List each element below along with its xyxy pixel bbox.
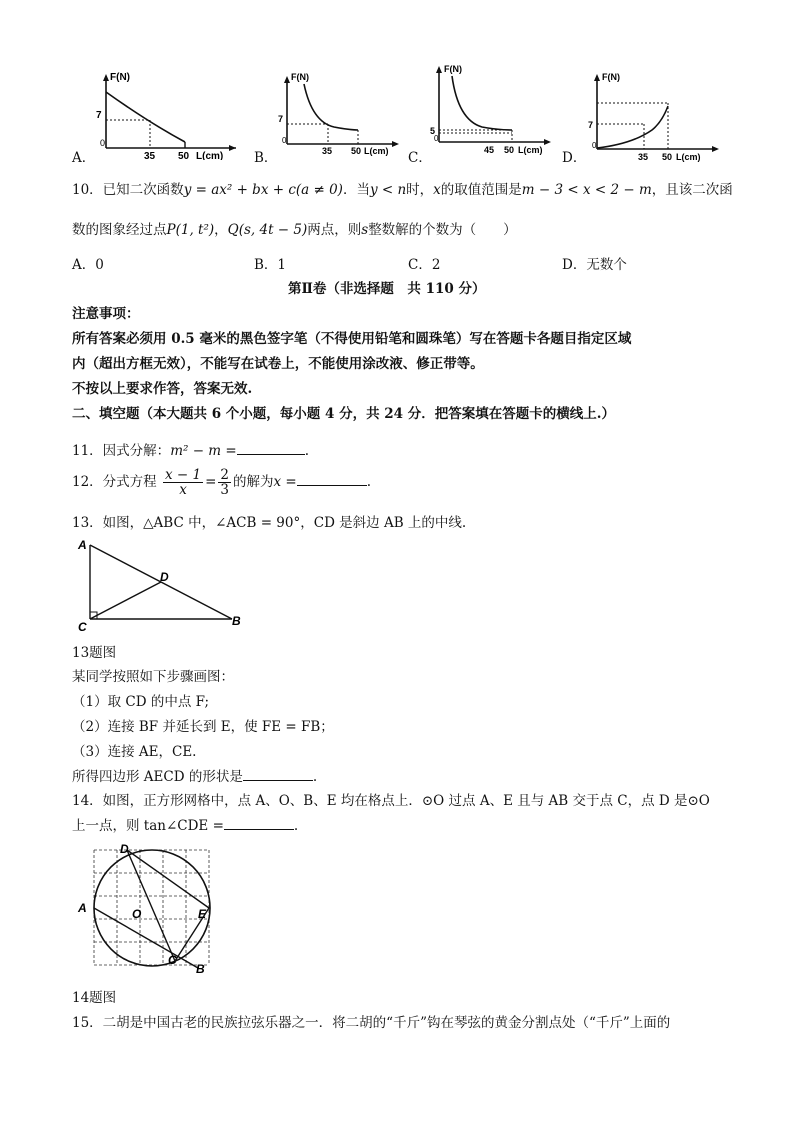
q13-text: 13．如图，△ABC 中，∠ACB = 90°，CD 是斜边 AB 上的中线. [72,515,467,531]
q11-answer-blank[interactable] [237,440,305,455]
graph-a-origin: 0 [100,138,106,148]
q14-line-2: 上一点，则 tan∠CDE = . [72,814,298,834]
q13-label-d: D [160,570,169,584]
q13-label-b: B [232,614,241,628]
q10-line1: 10．已知二次函数y = ax² + bx + c(a ≠ 0)．当y < n时，x的取值范围是m − 3 < x < 2 − m，且该二次函 [72,182,733,198]
q14-label-a: A [78,901,87,915]
q11: 11．因式分解：m² − m = . [72,439,309,459]
option-a-label: A． [72,150,96,166]
section-2-title: 第Ⅱ卷（非选择题 共 110 分） [288,281,486,297]
q13-label-c: C [78,620,87,634]
graph-d-curve [597,106,668,148]
svg-text:F(N): F(N) [602,72,620,82]
q12: 12．分式方程 $\frac{x - 1}{x}$ = $\frac{2}{3}$ 的解为x = . [72,467,372,498]
q13-step-2: （2）连接 BF 并延长到 E，使 FE = FB； [72,719,334,735]
notice-line-3: 不按以上要求作答，答案无效. [72,381,253,397]
graph-a-y-title: F(N) [110,72,130,83]
notice-title: 注意事项： [72,306,140,322]
option-c-label: C． [408,150,432,166]
q14-label-o: O [132,907,142,921]
graph-a [88,70,238,160]
svg-text:0: 0 [592,141,597,150]
graph-c-curve [452,76,512,130]
q15-line-1: 15．二胡是中国古老的民族拉弦乐器之一．将二胡的“千斤”钩在琴弦的黄金分割点处（“千斤”上面的 [72,1015,671,1031]
svg-text:L(cm): L(cm) [364,146,389,156]
graph-a-y-tick: 7 [96,110,102,121]
svg-text:50: 50 [662,152,673,162]
svg-text:7: 7 [588,120,594,130]
q14-answer-blank[interactable] [224,815,294,830]
q13-figure [72,535,252,635]
graph-a-x-tick-2: 50 [178,151,190,160]
svg-text:5: 5 [430,126,436,136]
q14-figure [72,838,222,978]
graph-b [272,70,402,156]
svg-text:L(cm): L(cm) [676,152,701,162]
notice-line-1: 所有答案必须用 0.5 毫米的黑色签字笔（不得使用铅笔和圆珠笔）写在答题卡各题目指定区域 [72,331,632,347]
svg-text:50: 50 [504,145,515,155]
graph-a-x-title: L(cm) [196,151,224,160]
q14-label-b: B [196,962,205,976]
graph-a-x-tick-1: 35 [144,151,156,160]
q13-caption: 13题图 [72,645,117,661]
q10-option-a: A．0 [72,257,104,273]
q10-formula: y = ax² + bx + c(a ≠ 0) [183,182,343,198]
q12-fraction-1: $\frac{x - 1}{x}$ [164,467,202,498]
q12-answer-blank[interactable] [297,471,367,486]
graph-b-curve [304,84,358,130]
q13-step-1: （1）取 CD 的中点 F; [72,694,210,710]
q14-label-d: D [120,842,129,856]
q10-option-b: B．1 [254,257,287,273]
svg-text:0: 0 [282,136,287,145]
part-2-heading: 二、填空题（本大题共 6 个小题，每小题 4 分，共 24 分．把答案填在答题卡的横线上.） [72,406,615,422]
svg-text:45: 45 [484,145,495,155]
svg-text:35: 35 [322,146,333,156]
q13-step-3: （3）连接 AE，CE. [72,744,197,760]
q13-question: 所得四边形 AECD 的形状是 . [72,765,317,785]
graph-d [582,70,722,162]
option-d-label: D． [562,150,587,166]
q13-label-a: A [78,538,87,552]
option-b-label: B． [254,150,278,166]
graph-c [424,62,554,156]
q14-label-c: C [168,953,177,967]
svg-text:7: 7 [278,114,284,124]
q14-label-e: E [198,907,207,921]
q13-answer-blank[interactable] [243,766,313,781]
svg-text:F(N): F(N) [291,72,309,82]
svg-text:L(cm): L(cm) [518,145,543,155]
graph-a-curve [106,92,185,142]
notice-line-2: 内（超出方框无效），不能写在试卷上，不能使用涂改液、修正带等。 [72,356,484,372]
q13-intro: 某同学按照如下步骤画图： [72,669,234,685]
svg-text:F(N): F(N) [444,64,462,74]
q12-fraction-2: $\frac{2}{3}$ [220,467,229,498]
svg-text:0: 0 [434,134,439,143]
svg-text:50: 50 [351,146,362,156]
q10-option-c: C．2 [408,257,441,273]
q10-option-d: D．无数个 [562,257,627,273]
svg-text:35: 35 [638,152,649,162]
q14-caption: 14题图 [72,990,117,1006]
q14-line-1: 14．如图，正方形网格中，点 A、O、B、E 均在格点上．⊙O 过点 A、E 且与 AB 交于点 C，点 D 是⊙O [72,793,710,809]
q10-line2: 数的图象经过点P(1, t²)，Q(s, 4t − 5)两点，则s整数解的个数为（ ） [72,222,517,238]
